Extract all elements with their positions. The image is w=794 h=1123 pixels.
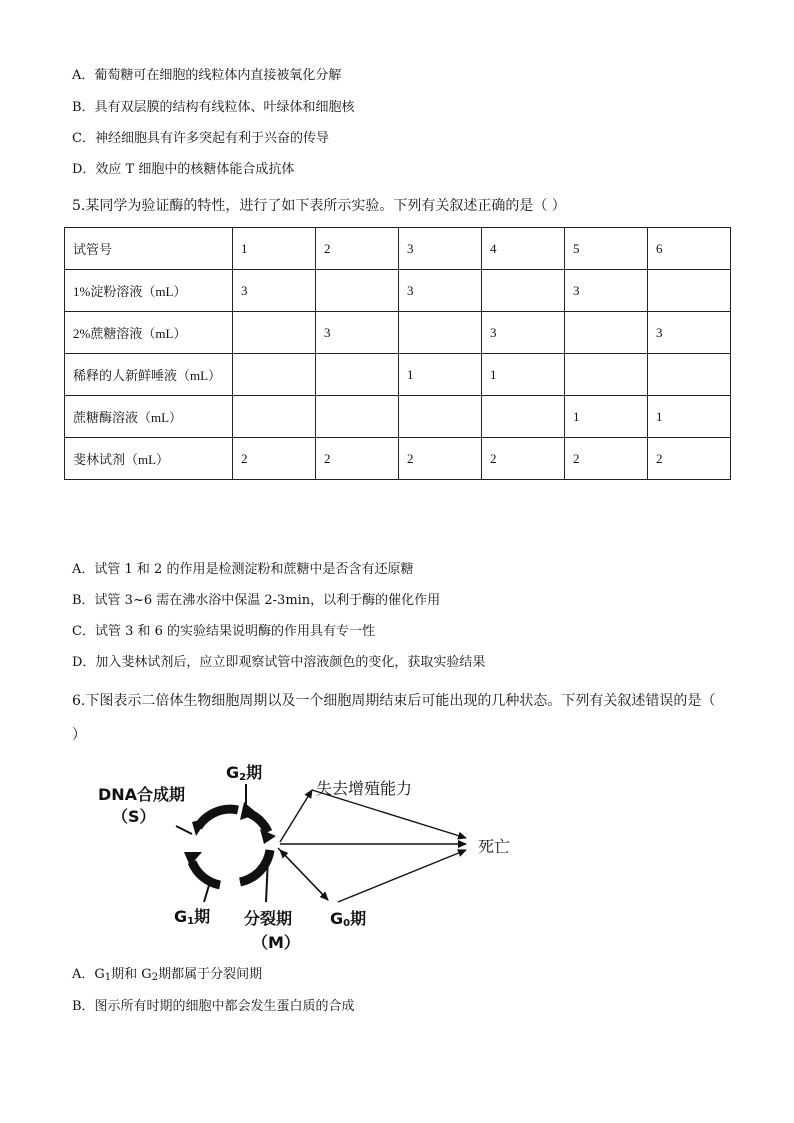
g2-letter: G: [226, 763, 240, 782]
g2-suffix: 期: [246, 763, 263, 782]
g2-phase-label: [226, 760, 262, 783]
q6-option-a-sub1: 1: [104, 972, 112, 983]
table-row: [65, 396, 731, 438]
q6-option-a-sub2: 2: [151, 972, 159, 983]
table-cell: 1: [647, 396, 730, 438]
table-cell: [647, 270, 730, 312]
table-cell: 3: [398, 228, 481, 270]
table-cell: [398, 312, 481, 354]
table-cell: 3: [481, 312, 564, 354]
pointer-lines: [176, 784, 268, 902]
table-cell: 2: [564, 438, 647, 480]
table-cell: [481, 270, 564, 312]
g1-subscript: 1: [187, 916, 195, 927]
table-cell: 1: [481, 354, 564, 396]
table-cell: [564, 354, 647, 396]
table-cell: 4: [481, 228, 564, 270]
g1-suffix: 期: [194, 907, 211, 926]
table-cell: 2: [233, 438, 316, 480]
q5-option-d: D．加入斐林试剂后，应立即观察试管中溶液颜色的变化，获取实验结果: [72, 655, 486, 670]
table-cell: 1: [398, 354, 481, 396]
table-cell: 3: [564, 270, 647, 312]
table-cell: 1%淀粉溶液（mL）: [65, 270, 233, 312]
g1-phase-label: [174, 904, 210, 927]
table-cell: [233, 354, 316, 396]
q6-option-b: B．图示所有时期的细胞中都会发生蛋白质的合成: [72, 999, 355, 1014]
table-cell: 6: [647, 228, 730, 270]
table-cell: 蔗糖酶溶液（mL）: [65, 396, 233, 438]
q4-option-d: D．效应 T 细胞中的核糖体能合成抗体: [72, 162, 295, 177]
g0-phase-label: [330, 906, 366, 929]
table-cell: [233, 396, 316, 438]
s-phase-abbr: （S）: [112, 807, 156, 826]
table-cell: [398, 396, 481, 438]
table-cell: [316, 396, 399, 438]
m-phase-abbr: （M）: [252, 933, 300, 952]
q6-option-a: [72, 966, 262, 987]
q6-stem-line2: ）: [72, 727, 86, 743]
table-row: [65, 354, 731, 396]
table-cell: 试管号: [65, 228, 233, 270]
table-cell: [481, 396, 564, 438]
table-cell: [316, 270, 399, 312]
table-row: [65, 270, 731, 312]
table-cell: [564, 312, 647, 354]
table-cell: 2: [647, 438, 730, 480]
table-cell: [233, 312, 316, 354]
table-cell: 3: [647, 312, 730, 354]
table-cell: 稀释的人新鲜唾液（mL）: [65, 354, 233, 396]
lose-proliferation-label: 失去增殖能力: [316, 779, 413, 798]
fate-arrows: [278, 790, 466, 902]
table-row: [65, 312, 731, 354]
g0-suffix: 期: [350, 909, 367, 928]
m-phase-label: 分裂期: [244, 909, 293, 928]
cell-cycle-diagram: [80, 752, 540, 952]
table-cell: 3: [233, 270, 316, 312]
table-cell: 5: [564, 228, 647, 270]
death-label: 死亡: [478, 837, 511, 856]
experiment-table: [64, 227, 731, 480]
g2-subscript: 2: [239, 772, 247, 783]
table-header-row: [65, 228, 731, 270]
table-cell: 2: [481, 438, 564, 480]
q5-stem: 5.某同学为验证酶的特性，进行了如下表所示实验。下列有关叙述正确的是（ ）: [72, 198, 566, 214]
q4-option-c: C．神经细胞具有许多突起有利于兴奋的传导: [72, 131, 329, 146]
table-cell: 2: [316, 228, 399, 270]
table-cell: 1: [233, 228, 316, 270]
table-cell: 3: [316, 312, 399, 354]
table-cell: [316, 354, 399, 396]
table-cell: 2%蔗糖溶液（mL）: [65, 312, 233, 354]
table-cell: 2: [398, 438, 481, 480]
q4-option-b: B．具有双层膜的结构有线粒体、叶绿体和细胞核: [72, 100, 355, 115]
table-cell: [647, 354, 730, 396]
g1-letter: G: [174, 907, 188, 926]
g0-letter: G: [330, 909, 344, 928]
q6-option-a-mid: 期和 G: [111, 967, 152, 982]
table-cell: 1: [564, 396, 647, 438]
s-phase-label: DNA合成期: [98, 785, 186, 804]
q6-option-a-pre: A．G: [72, 967, 105, 982]
q5-option-a: A．试管 1 和 2 的作用是检测淀粉和蔗糖中是否含有还原糖: [72, 562, 414, 577]
g0-subscript: 0: [343, 918, 351, 929]
table-cell: 3: [398, 270, 481, 312]
table-row: [65, 438, 731, 480]
table-cell: 2: [316, 438, 399, 480]
q5-option-c: C．试管 3 和 6 的实验结果说明酶的作用具有专一性: [72, 624, 376, 639]
q5-option-b: B．试管 3~6 需在沸水浴中保温 2-3min，以利于酶的催化作用: [72, 593, 441, 608]
q6-stem-line1: 6.下图表示二倍体生物细胞周期以及一个细胞周期结束后可能出现的几种状态。下列有关叙述错误的是（: [72, 693, 716, 709]
q4-option-a: A．葡萄糖可在细胞的线粒体内直接被氧化分解: [72, 68, 342, 83]
q6-option-a-post: 期都属于分裂间期: [158, 967, 263, 982]
table-cell: 斐林试剂（mL）: [65, 438, 233, 480]
